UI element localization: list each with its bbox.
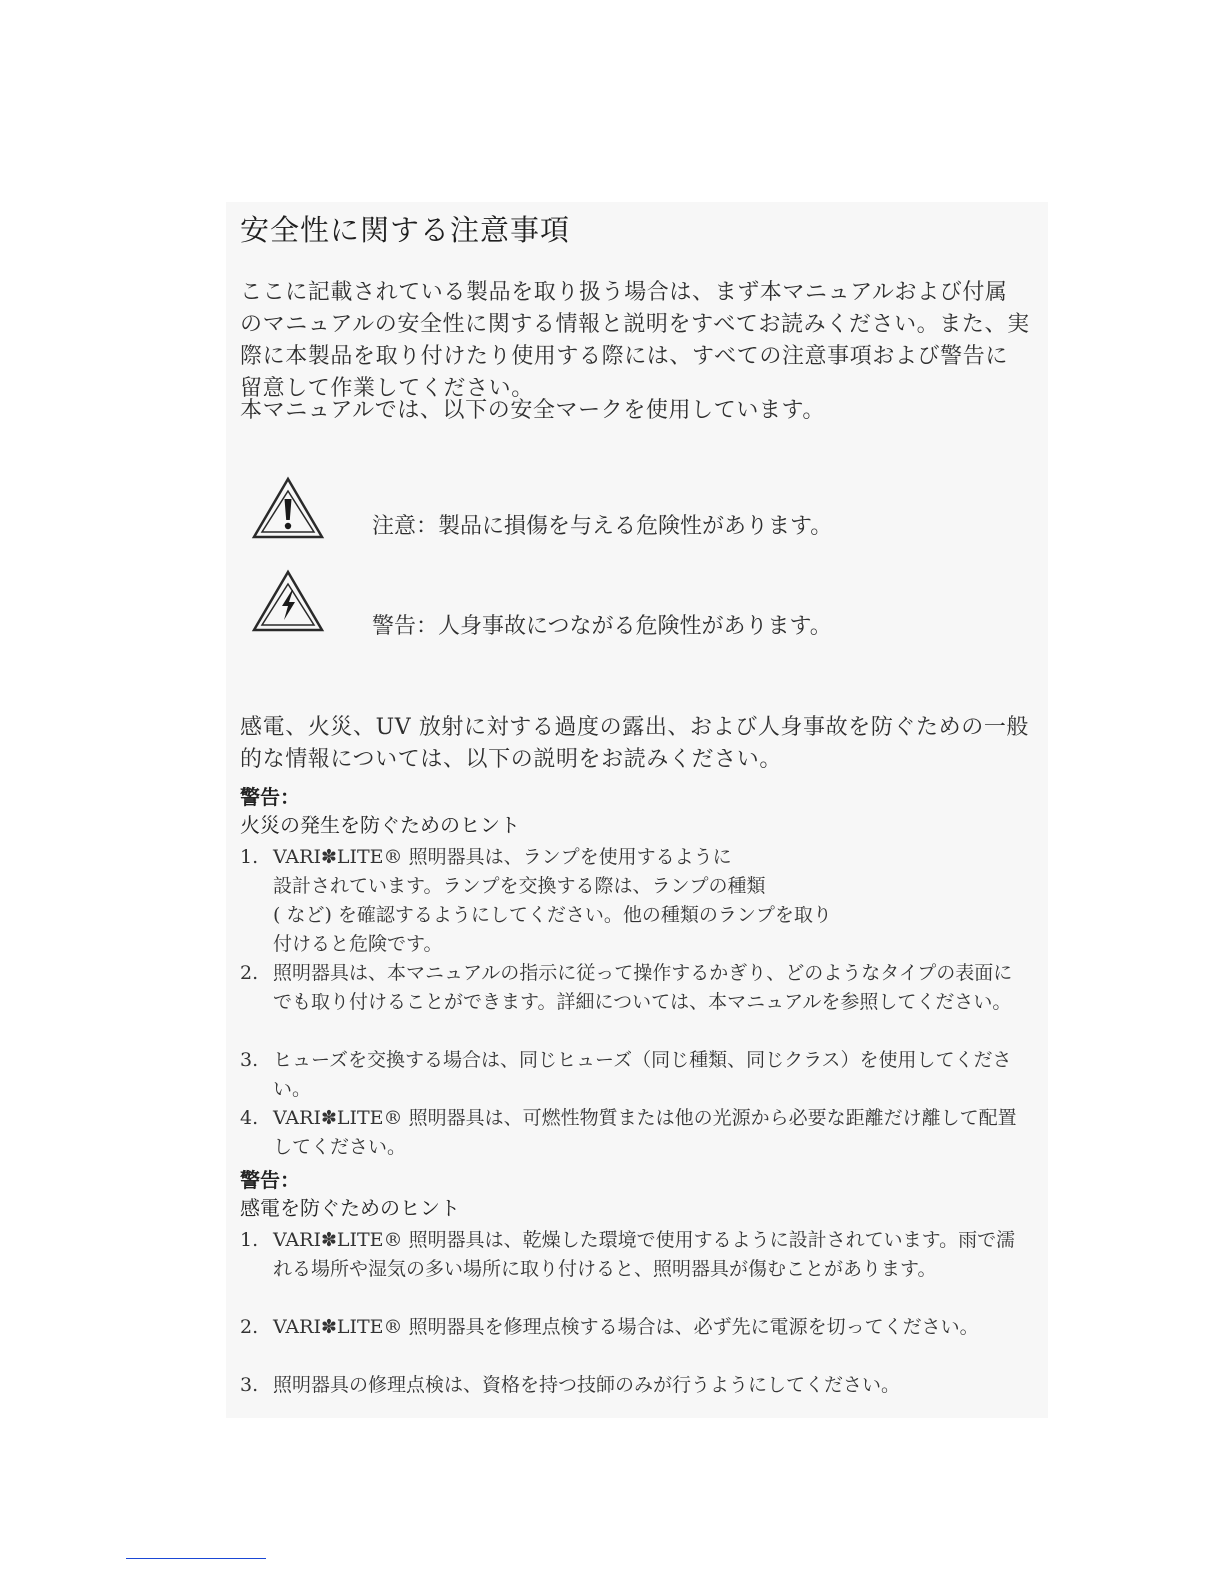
safety-marks-intro: 本マニュアルでは、以下の安全マークを使用しています。 [240,398,825,423]
item-number: 2. [240,1316,259,1338]
list-item [240,1104,1030,1162]
item-text: VARI✽LITE® 照明器具を修理点検する場合は、必ず先に電源を切ってください。 [273,1316,979,1338]
item-number: 2. [240,962,259,984]
list-item [240,1046,1030,1104]
list-item [240,843,1030,959]
list-item [240,1313,1030,1371]
item-text-line: 設計されています。ランプを交換する際は、ランプの種類 [273,875,766,897]
general-info-paragraph: 感電、火災、UV 放射に対する過度の露出、および人身事故を防ぐための一般的な情報については、以下の説明をお読みください。 [240,715,1030,772]
shock-tips-list [240,1226,1030,1403]
item-text-line: ( など) を確認するようにしてください。他の種類のランプを取り [273,904,832,926]
item-number: 3. [240,1374,259,1396]
item-number: 4. [240,1107,259,1129]
shock-heading: 感電を防ぐためのヒント [240,1196,460,1220]
fire-heading: 火災の発生を防ぐためのヒント [240,813,520,837]
item-text: 照明器具は、本マニュアルの指示に従って操作するかぎり、どのようなタイプの表面にでも取り付けることができます。詳細については、本マニュアルを参照してください。 [273,962,1013,1013]
intro-paragraph: ここに記載されている製品を取り扱う場合は、まず本マニュアルおよび付属のマニュアルの安全性に関する情報と説明をすべてお読みください。また、実際に本製品を取り付けたり使用する際には、すべての注意事項および警告に留意して作業してください。 [240,280,1030,401]
fire-tips-list [240,843,1030,1162]
footer-rule [126,1558,266,1559]
fire-warning-label: 警告： [240,785,300,809]
item-text: VARI✽LITE® 照明器具は、可燃性物質または他の光源から必要な距離だけ離して配置してください。 [273,1107,1017,1158]
warning-text: 警告：人身事故につながる危険性があります。 [372,614,832,639]
shock-warning-label: 警告： [240,1168,300,1192]
item-text-line: 付けると危険です。 [273,933,443,955]
list-item [240,959,1030,1046]
list-item [240,1226,1030,1313]
caution-text: 注意：製品に損傷を与える危険性があります。 [372,514,833,539]
item-number: 1. [240,846,259,868]
caution-triangle-icon [251,475,325,541]
list-item [240,1371,1030,1403]
page-title: 安全性に関する注意事項 [240,213,571,247]
item-text: ヒューズを交換する場合は、同じヒューズ（同じ種類、同じクラス）を使用してください。 [273,1049,1012,1100]
item-text-line: VARI✽LITE® 照明器具は、ランプを使用するように [273,846,732,868]
item-number: 3. [240,1049,259,1071]
warning-lightning-icon [251,568,325,634]
item-number: 1. [240,1229,259,1251]
item-text: VARI✽LITE® 照明器具は、乾燥した環境で使用するように設計されています。雨で濡れる場所や湿気の多い場所に取り付けると、照明器具が傷むことがあります。 [273,1229,1016,1280]
item-text: 照明器具の修理点検は、資格を持つ技師のみが行うようにしてください。 [273,1374,901,1396]
